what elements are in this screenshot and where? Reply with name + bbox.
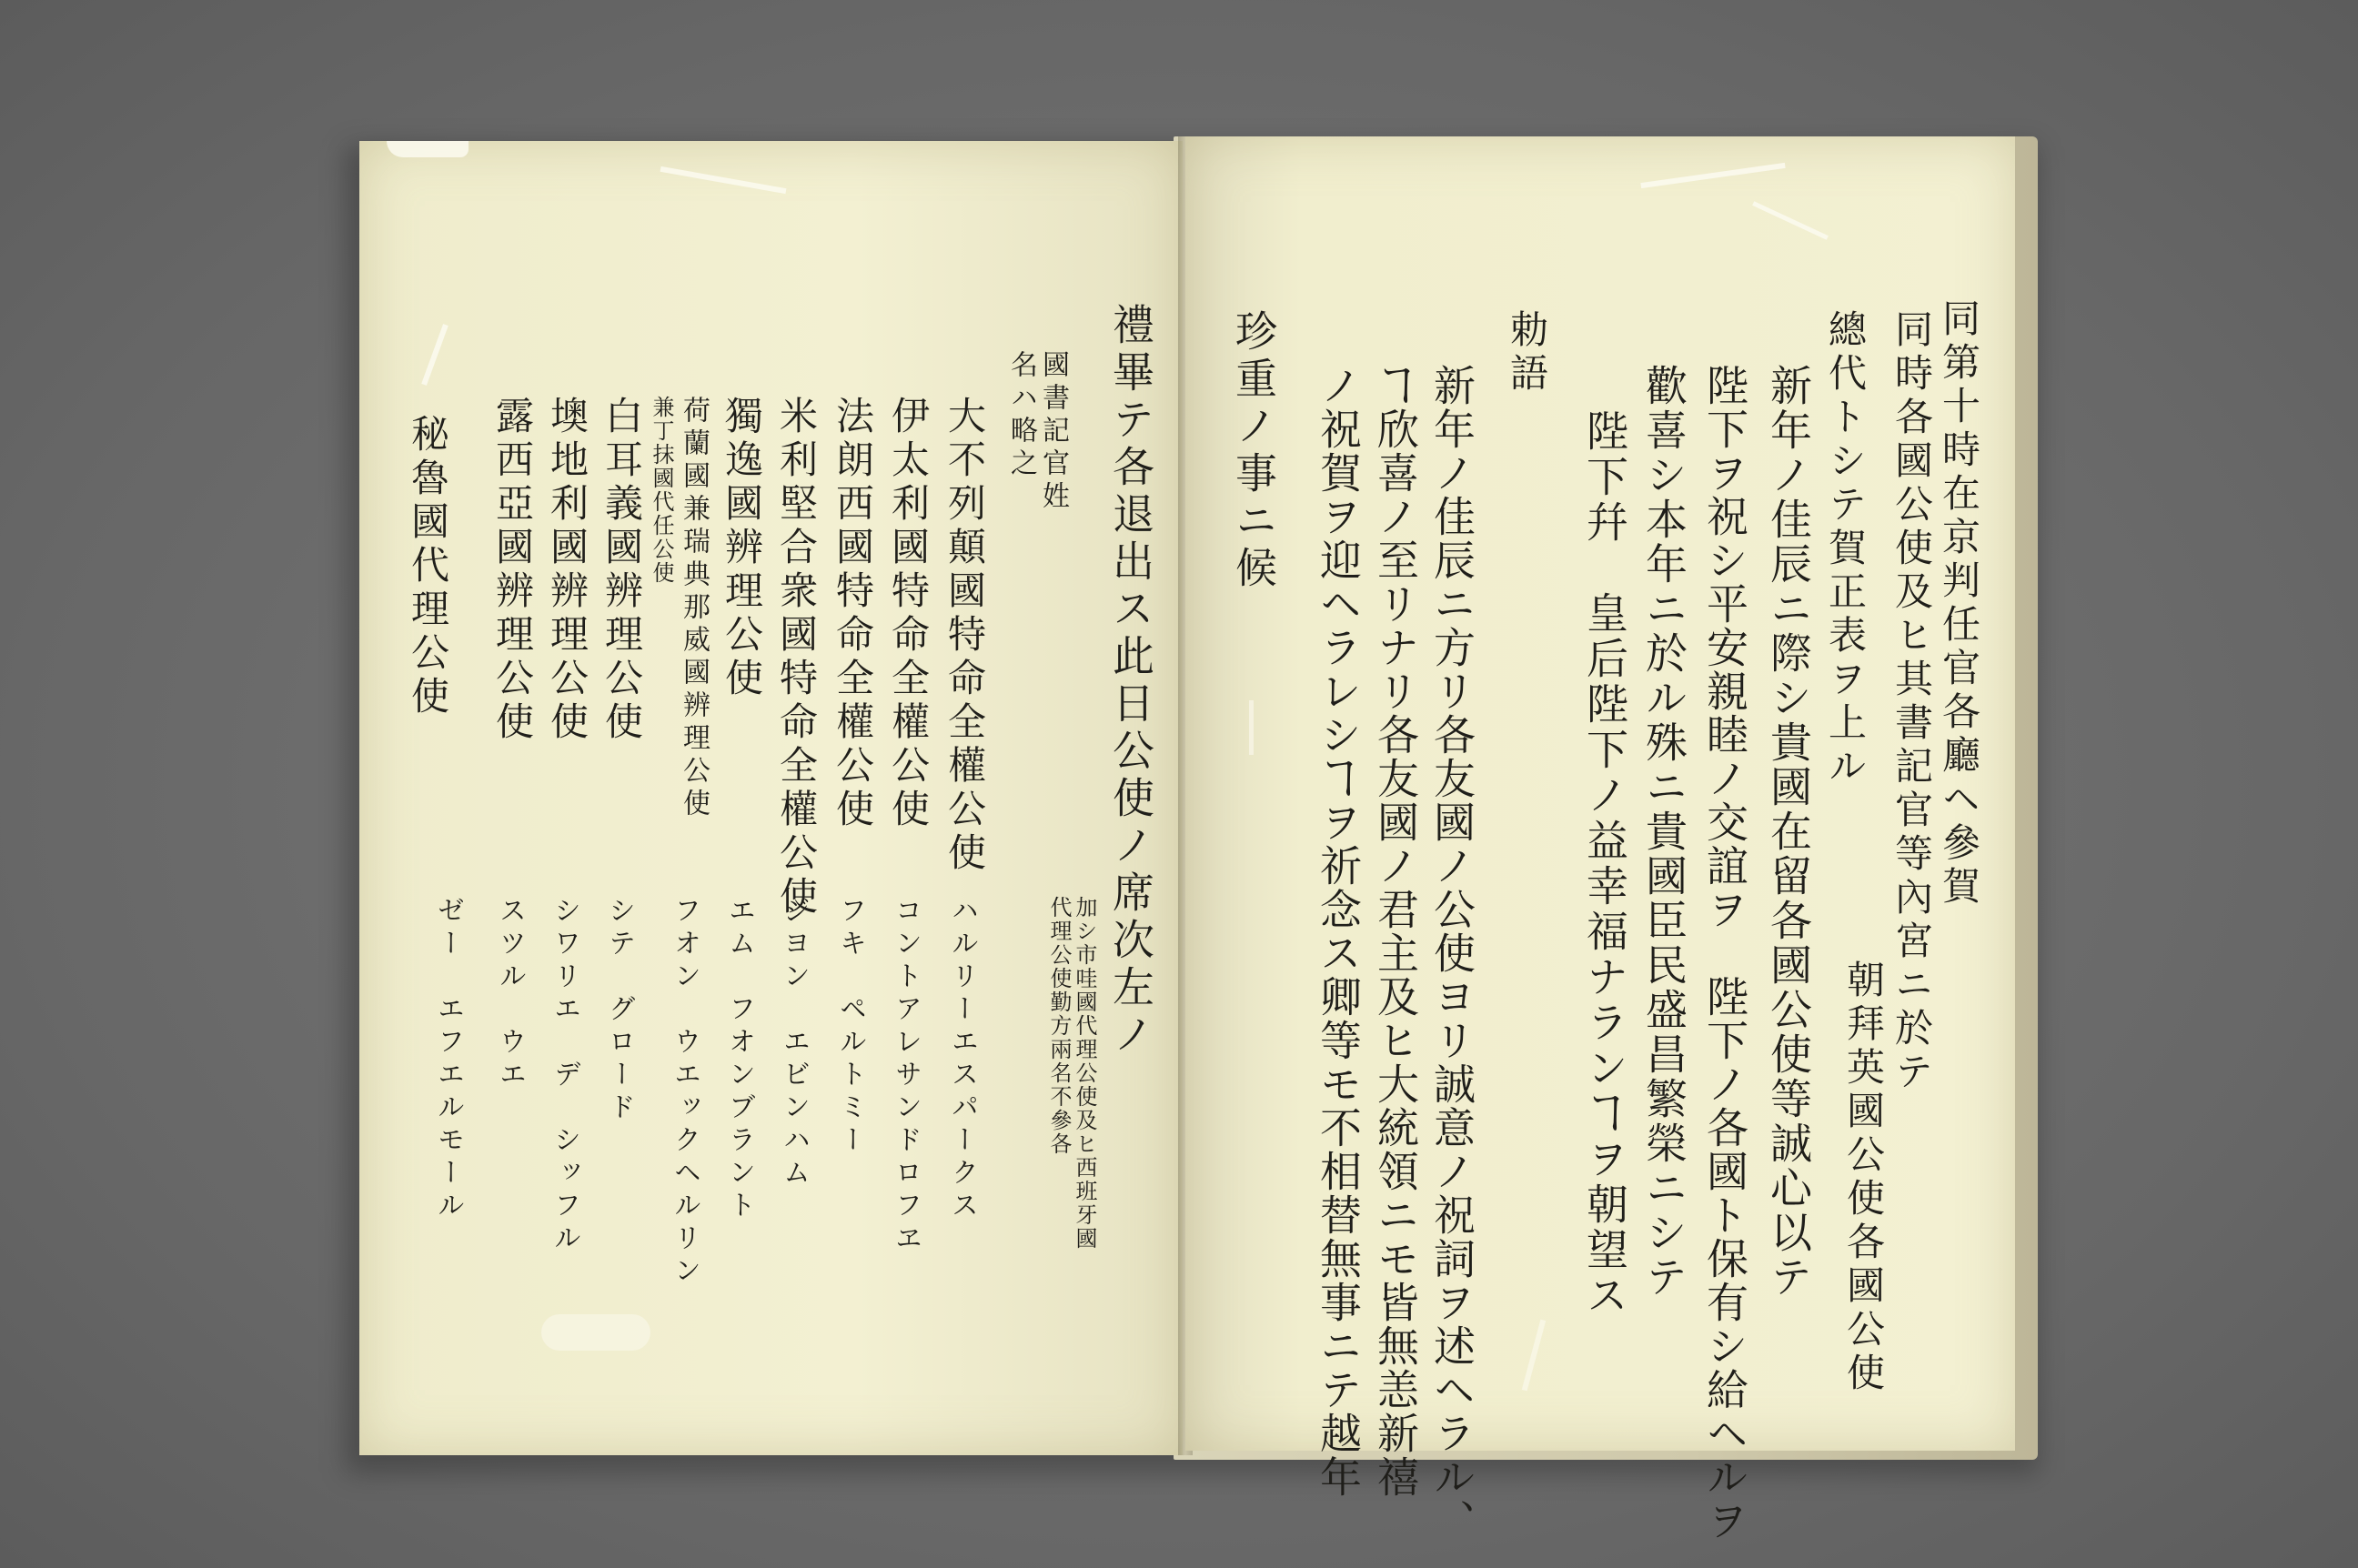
right-line-6: 陛下ヲ祝シ平安親睦ノ交誼ヲ 陛下ノ各國ト保有シ給ヘルヲ [1700, 364, 1749, 1543]
envoy-title: 荷蘭國兼瑞典那威國辨理公使 [678, 396, 710, 821]
envoy-name: コントアレサンドロフヱ [890, 896, 922, 1256]
envoy-name: ゼー エフエルモール [432, 896, 464, 1223]
intro-line-5: 名ハ略之 [1005, 350, 1037, 481]
right-line-12: ノ祝賀ヲ迎ヘラレシヿヲ祈念ス卿等モ不相替無事ニテ越年 [1314, 364, 1363, 1499]
envoy-name: フキ ペルトミー [834, 896, 866, 1158]
right-line-10: 新年ノ佳辰ニ方リ各友國ノ公使ヨリ誠意ノ祝詞ヲ述ヘラル、 [1427, 364, 1476, 1543]
left-page [359, 141, 1183, 1455]
edict-heading: 勅語 [1505, 309, 1549, 397]
intro-line-2: 加シ市哇國代理公使及ヒ西班牙國 [1072, 896, 1097, 1251]
right-line-1: 同第十時在京判任官各廳ヘ參賀 [1937, 298, 1981, 910]
right-line-5: 新年ノ佳辰ニ際シ貴國在留各國公使等誠心以テ [1764, 364, 1813, 1300]
envoy-name: シテ グロード [603, 896, 635, 1125]
intro-line-1: 禮畢テ各退出ス此日公使ノ席次左ノ [1106, 303, 1155, 1060]
intro-line-3: 代理公使勤方兩名不參各 [1046, 896, 1072, 1156]
right-line-13: 珍重ノ事ニ候 [1229, 309, 1278, 593]
envoy-title: 獨逸國辨理公使 [720, 396, 764, 701]
envoy-name: フオン ウエックヘルリン [669, 896, 700, 1289]
envoy-title: 墺地利國辨理公使 [545, 396, 590, 745]
envoy-title: 米利堅合衆國特命全權公使 [774, 396, 819, 920]
envoy-title: 法朗西國特命全權公使 [831, 396, 875, 832]
envoy-name: ジヨン エビンハム [778, 896, 810, 1191]
envoy-title: 秘魯國代理公使 [406, 414, 450, 719]
intro-line-4: 國書記官姓 [1037, 350, 1069, 514]
right-line-4: 總代トシテ賀正表ヲ上ル [1823, 309, 1868, 789]
envoy-name: シワリエ デ シッフル [549, 896, 580, 1256]
envoy-name: エム フオンブラント [723, 896, 755, 1223]
envoy-name: ハルリーエスパークス [946, 896, 978, 1223]
right-line-3: 朝拜英國公使各國公使 [1841, 960, 1886, 1396]
envoy-title: 露西亞國辨理公使 [490, 396, 535, 745]
envoy-name: スツル ウエ [494, 896, 526, 1092]
right-line-11: ヿ欣喜ノ至リナリ各友國ノ君主及ヒ大統領ニモ皆無恙新禧 [1371, 364, 1420, 1499]
right-line-8: 陛下幷 皇后陛下ノ益幸福ナランヿヲ朝望ス [1580, 409, 1629, 1319]
right-line-2: 同時各國公使及ヒ其書記官等內宮ニ於テ [1889, 309, 1934, 1095]
envoy-subtitle: 兼丁抹國代任公使 [649, 396, 674, 585]
envoy-title: 伊太利國特命全權公使 [886, 396, 931, 832]
right-line-7: 歡喜シ本年ニ於ル殊ニ貴國臣民盛昌繁榮ニシテ [1639, 364, 1688, 1300]
envoy-title: 白耳義國辨理公使 [600, 396, 644, 745]
envoy-title: 大不列顛國特命全權公使 [942, 396, 987, 876]
right-page [1185, 136, 2015, 1543]
